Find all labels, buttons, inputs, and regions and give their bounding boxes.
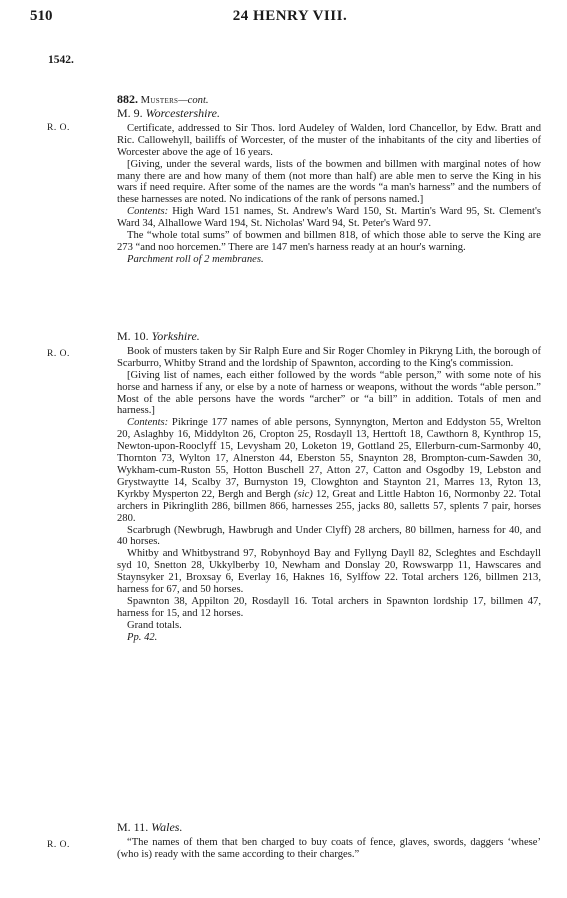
section-para: Whitby and Whitbystrand 97, Robynhoyd Bay and Fyllyng Dayll 82, Scleghtes and Eschdayll syd 10, Snetton 28, Ukkylberby 10, Newham and Donslay 20, Rowswarpp 11, Hawscares and Staynsyker 21, Broxsay 6, Everlay 16, Haknes 16, Sylffow 22. Total archers 126, billmen 213, harness for 67, and 50 horses. bbox=[117, 548, 541, 596]
page-number: 510 bbox=[30, 8, 53, 24]
contents-label: Contents: bbox=[127, 417, 169, 429]
section-place: Worcestershire. bbox=[145, 106, 220, 120]
section-heading bbox=[117, 108, 541, 120]
section-heading bbox=[117, 822, 541, 834]
contents-label: Contents: bbox=[127, 206, 169, 218]
entry-title: Musters bbox=[140, 95, 179, 106]
section-para: “The names of them that ben charged to buy coats of fence, glaves, swords, daggers ‘whese’ (who is) ready with the same according to their charges.” bbox=[117, 836, 541, 860]
section-m11 bbox=[117, 822, 541, 861]
section-para: Scarbrugh (Newbrugh, Hawbrugh and Under Clyff) 28 archers, 80 billmen, harness for 40, and 40 horses. bbox=[117, 524, 541, 548]
margin-label-ro-2: R. O. bbox=[47, 349, 70, 359]
section-closing: Pp. 42. bbox=[127, 631, 158, 643]
entry-number: 882. bbox=[117, 92, 138, 106]
section-contents bbox=[117, 417, 541, 524]
contents-text: High Ward 151 names, St. Andrew's Ward 150, St. Martin's Ward 95, St. Clement's Ward 34, Alhallowe Ward 194, St. Nicholas' Ward 94, St. Peter's Ward 97. bbox=[117, 206, 541, 230]
contents-text: Pikringe 177 names of able persons, Synnyngton, Merton and Eddyston 55, Wrelton 20, Aslaghby 16, Middylton 26, Cropton 25, Rosdayll 13, Herttoft 18, Cawthorn 8, Kynthrop 15, Newton-upon-Rooclyff 15, Levysham 20, Loketon 19, Gottland 25, Ellerburn-cum-Sarmonby 40, Thornton 73, Wylton 17, Alnerston 44, Eberston 55, Snaynton 28, Brompton-cum-Sawden 30, Wykham-cum-Ruston 55, Hotton Buschell 27, Atton 27, Catton and Osgodby 19, Lebston and Grystwaytte 14, Scalby 37, Burnyston 19, Clowghton and Staynton 21, Marres 13, Ryton 13, Kyrkby Mysperton 22, Bergh and Bergh bbox=[117, 417, 541, 500]
sic-mark: (sic) bbox=[293, 488, 313, 500]
section-para: [Giving, under the several wards, lists of the bowmen and billmen with marginal notes of how many there are and how many of them (not more than half) are able men to serve the King in his wars if need require. After some of the names are the words “a man's harness” and the numbers of these harnesses are noted. No indications of the rank of persons named.] bbox=[117, 158, 541, 206]
section-m9 bbox=[117, 108, 541, 266]
section-code: M. 11. bbox=[117, 820, 149, 834]
section-m10 bbox=[117, 331, 541, 644]
page-header bbox=[30, 8, 550, 30]
section-para: [Giving list of names, each either followed by the words “able person,” with some note of his horse and harness if any, or else by a note of harness or weapons, without the words “able person.” Most of the able persons have the words “archer” or “a bill” in addition. Totals of men and harness.] bbox=[117, 369, 541, 417]
section-para: Book of musters taken by Sir Ralph Eure and Sir Roger Chomley in Pikryng Lith, the borough of Scarburro, Whitby Strand and the lordship of Spawnton, according to the King's commission. bbox=[117, 345, 541, 369]
running-title: 24 HENRY VIII. bbox=[232, 8, 348, 24]
section-code: M. 10. bbox=[117, 329, 149, 343]
contents-text: 12, Great and Little Habton 16, Normonby 22. Total archers in Pikringlith 286, billmen 866, harnesses 255, jacks 80, salletts 57, splents 7 pair, horses 280. bbox=[117, 488, 541, 524]
margin-label-ro-1: R. O. bbox=[47, 123, 70, 133]
year-label: 1542. bbox=[48, 54, 74, 66]
section-place: Wales. bbox=[151, 820, 183, 834]
section-contents bbox=[117, 206, 541, 230]
entry-suffix: —cont. bbox=[178, 95, 209, 106]
section-para: The “whole total sums” of bowmen and billmen 818, of which those able to serve the King are 273 “and noo horcemen.” There are 147 men's harness ready at an hour's warning. bbox=[117, 230, 541, 253]
margin-label-ro-3: R. O. bbox=[47, 840, 70, 850]
section-heading bbox=[117, 331, 541, 343]
section-place: Yorkshire. bbox=[151, 329, 200, 343]
entry-heading bbox=[117, 94, 541, 107]
section-para: Grand totals. bbox=[127, 619, 182, 631]
section-para: Certificate, addressed to Sir Thos. lord Audeley of Walden, lord Chancellor, by Edw. Bratt and Ric. Callowehyll, bailiffs of Worcester, of the muster of the inhabitants of the city and liberties of Worcester above the age of 16 years. bbox=[117, 122, 541, 158]
section-closing: Parchment roll of 2 membranes. bbox=[127, 253, 264, 265]
section-para: Spawnton 38, Appilton 20, Rosdayll 16. Total archers in Spawnton lordship 17, billmen 47, harness for 15, and 12 horses. bbox=[117, 595, 541, 619]
section-code: M. 9. bbox=[117, 106, 143, 120]
